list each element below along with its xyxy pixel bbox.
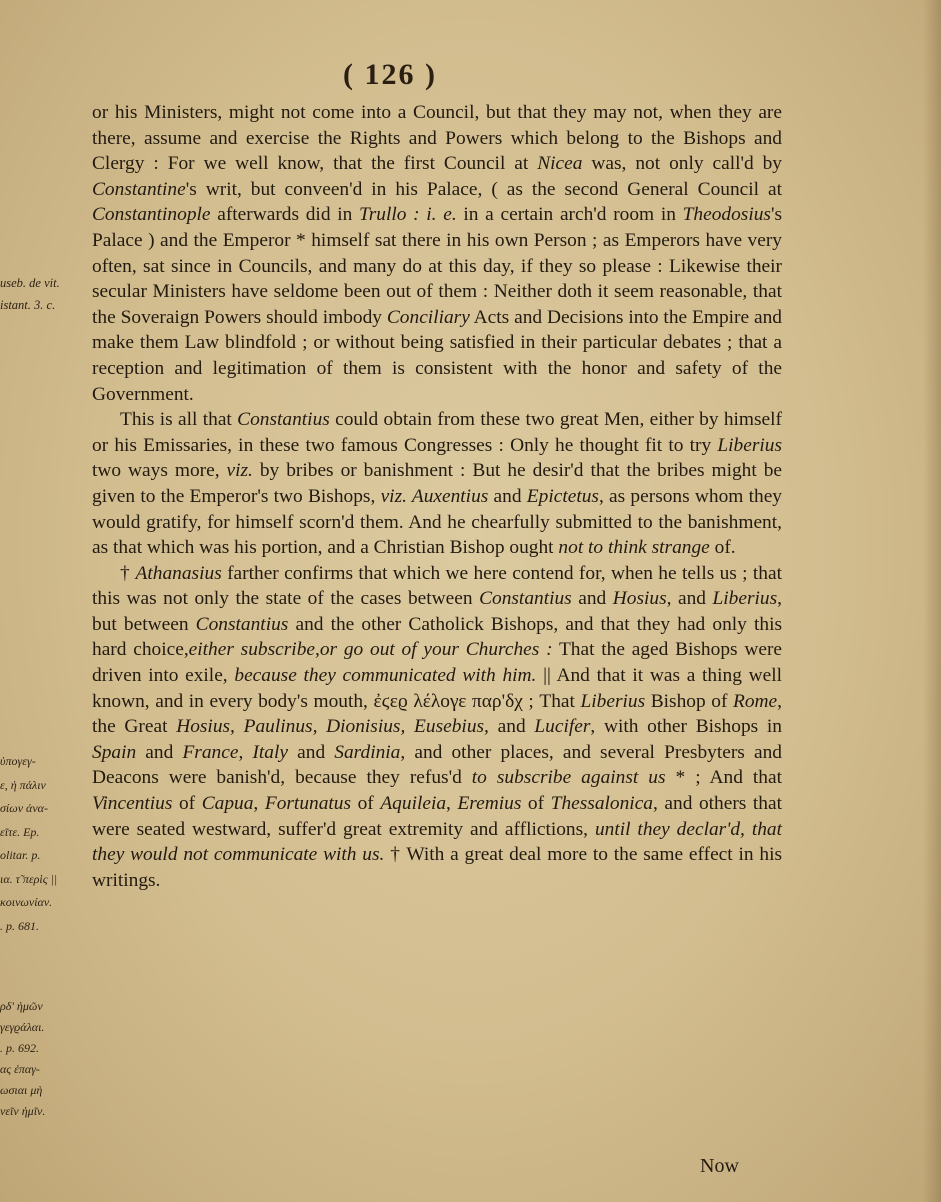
text-run: farther confirms that which we here contend for, when he tells us ; that this was not only the state of the cases between [92,562,782,610]
text-run: Bishop of [645,690,733,712]
italic-run: Sardinia [334,741,401,763]
text-run: and the other Catholick Bishops, and that they had only this hard choice, [92,613,782,661]
italic-run: not to think strange [558,537,710,559]
italic-run: France [182,741,239,763]
italic-run: Hosius [612,588,667,610]
text-run: and [488,716,535,738]
italic-run: Athanasius [135,562,222,584]
paragraph [92,561,782,894]
italic-run: viz. [226,460,253,482]
italic-run: to subscribe against us [471,767,666,789]
italic-run: Constantius [479,588,572,610]
text-run: and [288,741,335,763]
text-run: † With a great deal more to the same effect in his writings. [92,844,783,891]
page-edge-shadow [923,0,941,1202]
text-run: , [446,793,458,815]
text-run: and [571,588,613,610]
italic-run: viz. Auxentius [380,485,489,507]
text-run: of [172,793,202,815]
italic-run: Fortunatus [264,793,352,815]
italic-run: Constantius [237,409,330,431]
italic-run: Aquileia [380,793,447,815]
text-run: by bribes or banishment : But he desir'd that the bribes might be given to the Emperor's two Bishops, [92,460,783,507]
text-run: of [351,793,381,815]
italic-run: until they declar'd, that they would not communicate with us. [92,818,782,866]
text-run: two ways more, [92,460,227,482]
italic-run: Constantius [195,613,289,635]
text-run: and [136,741,183,763]
text-run: and [488,485,527,507]
italic-run: Italy [252,741,288,763]
text-run: was, not only call'd by [582,153,783,175]
italic-run: Liberius [717,434,782,456]
italic-run: Vincentius [92,793,173,815]
text-run: , and others that were seated westward, suffer'd great extremity and afflictions, [92,793,782,840]
page-number: ( 126 ) [343,58,437,91]
text-run: † [120,562,136,584]
text-run: or his Ministers, might not come into a Council, but that they may not, when they are there, assume and exercise the Rights and Powers which belong to the Bishops and Clergy : For we well know, that the first Council at [92,102,782,175]
paragraph [92,407,782,561]
text-run: , with other Bishops in [590,716,782,738]
italic-run: Conciliary [386,306,470,328]
text-run: , and [666,588,713,610]
italic-run: Rome [733,690,778,712]
body-text [92,100,782,893]
text-run: of [521,793,551,815]
paragraph [92,100,782,407]
text-run: 's Palace ) and the Emperor * himself sat there in his own Person ; as Emperors have very often, sat since in Councils, and many do at this day, if they so please : Likewise their secular Ministers have seldome been out of them : Neither doth it seem reasonable, that the Soveraign Powers should imbody [92,204,783,328]
italic-run: Eremius [457,793,522,815]
italic-run: Trullo : i. e. [359,204,457,226]
text-run: , [238,741,253,763]
text-run: This is all that [120,409,238,431]
text-run: 's writ, but conveen'd in his Palace, ( as the second General Council at [185,178,782,200]
text-run: * ; And that [665,767,783,789]
italic-run: because they communicated with him. [234,665,537,687]
italic-run: Theodosius [682,204,771,226]
italic-run: Liberius [580,690,646,712]
italic-run: Constantinople [92,204,211,226]
italic-run: either subscribe,or go out of your Churches : [188,639,553,661]
italic-run: Hosius, Paulinus, Dionisius, Eusebius, [176,716,489,738]
text-run: of. [709,537,736,559]
text-run: afterwards did in [210,204,360,226]
italic-run: Nicea [537,153,583,175]
text-run: , and other places, and several Presbyters and Deacons were banish'd, because they refus'd [92,741,782,789]
italic-run: Thessalonica [550,793,653,815]
catchword: Now [700,1155,739,1177]
text-run: That the aged Bishops were driven into exile, [92,639,783,687]
italic-run: Liberius [712,588,778,610]
margin-note-greek-citation-2: ρδ' ἡμῶν γεγϱάλαι. . p. 692. ας ἐπαγ- ωσιαι μὴ νεῖν ἡμῖν. [0,999,46,1118]
italic-run: Epictetus [526,485,599,507]
text-run: || And that it was a thing well known, and in every body's mouth, ἐϛεϱ λέλογε παρ'δχ ; That [92,665,782,712]
italic-run: Spain [92,741,137,763]
italic-run: Lucifer [534,716,591,738]
margin-note-greek-citation: ὑπογεγ- ε, ἡ πάλιν σίων ἀνα- εῖτε. Ep. olitar. p. ια. τ̃ περὶς || κοινωνίαν. . p. 681. [0,754,58,933]
text-run: could obtain from these two great Men, either by himself or his Emissaries, in these two famous Congresses : Only he thought fit to try [92,409,782,456]
margin-note-eusebius: useb. de vit. istant. 3. c. [0,276,60,312]
text-run: , but between [92,588,782,635]
text-run: Acts and Decisions into the Empire and make them Law blindfold ; or without being satisfied in their particular debates ; that a reception and legitimation of them is consistent with the honor and safety of the Government. [92,306,782,405]
italic-run: Capua [201,793,254,815]
text-run: in a certain arch'd room in [456,204,683,226]
text-run: , as persons whom they would gratify, for himself scorn'd them. And he chearfully submitted to the banishment, as that which was his portion, and a Christian Bishop ought [92,485,783,559]
text-run: , the Great [92,690,783,738]
text-run: , [253,793,265,815]
italic-run: Constantine [92,178,186,200]
